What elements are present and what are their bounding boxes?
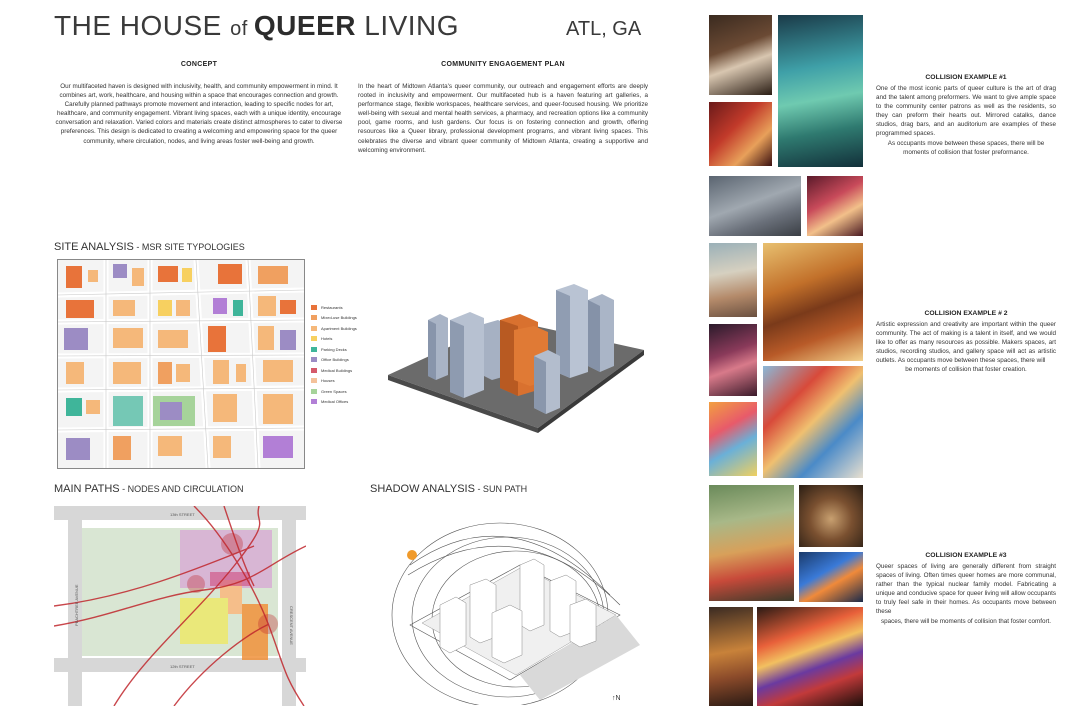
collision-2-body: Artistic expression and creativity are important within the queer community. The act of making is a talent in itself, and we would like to offer as many resources as possible. Makers spaces, art studios, recording studios, and gallery space will act as artistic outlets. As occupants move between these spaces, there will	[876, 321, 1056, 365]
main-paths-title-main: MAIN PATHS	[54, 483, 120, 495]
photo-drag-performer	[709, 15, 772, 95]
collision-3-heading: COLLISION EXAMPLE #3	[925, 552, 1007, 559]
photo-costume-performer	[709, 102, 772, 166]
title-text-queer: QUEER	[253, 10, 356, 41]
north-arrow-label: ↑N	[612, 695, 621, 702]
collision-2-heading: COLLISION EXAMPLE # 2	[924, 310, 1008, 317]
site-typology-map	[57, 259, 305, 469]
photo-stage-performer	[807, 176, 863, 236]
legend-label: Restaurants	[321, 304, 343, 310]
photo-vintage-recording	[709, 243, 757, 317]
legend-swatch	[311, 326, 317, 331]
legend-item	[311, 397, 371, 408]
north-label-text: N	[615, 695, 621, 702]
site-analysis-title-sub: - MSR SITE TYPOLOGIES	[133, 242, 245, 252]
legend-item	[311, 313, 371, 324]
photo-arched-lounge	[709, 607, 753, 706]
legend-label: Parking Decks	[321, 346, 347, 352]
photo-communal-atrium	[709, 485, 794, 601]
collision-1-heading: COLLISION EXAMPLE #1	[925, 74, 1007, 81]
legend-label: Houses	[321, 378, 335, 384]
legend-label: Medical Buildings	[321, 367, 353, 373]
photo-drag-queen-crown	[778, 15, 863, 167]
shadow-analysis-title-main: SHADOW ANALYSIS	[370, 483, 475, 495]
legend-item	[311, 334, 371, 345]
photo-pop-art-collage	[763, 366, 863, 478]
legend-swatch	[311, 389, 317, 394]
legend-label: Mixed-use Buildings	[321, 315, 357, 321]
legend-swatch	[311, 305, 317, 310]
legend-label: Apartment Buildings	[321, 325, 357, 331]
legend-swatch	[311, 347, 317, 352]
photo-dance-crowd	[709, 176, 801, 236]
engagement-heading: COMMUNITY ENGAGEMENT PLAN	[441, 61, 565, 68]
massing-model-graphic	[388, 280, 644, 440]
legend-item	[311, 386, 371, 397]
sun-path-diagram	[370, 505, 650, 705]
legend-label: Hotels	[321, 336, 333, 342]
legend-swatch	[311, 378, 317, 383]
legend-item	[311, 355, 371, 366]
title-text-living: LIVING	[355, 10, 460, 41]
shadow-analysis-title-sub: - SUN PATH	[474, 484, 528, 494]
collision-2-text	[876, 320, 1056, 375]
legend-item	[311, 376, 371, 387]
street-label-bottom: 12th STREET	[170, 664, 195, 669]
sun-path-graphic	[370, 505, 650, 705]
legend-item	[311, 365, 371, 376]
circulation-graphic	[54, 506, 306, 706]
title-text-of: of	[230, 18, 254, 40]
photo-artist-portrait	[709, 324, 757, 396]
collision-2-closing: be moments of collision that foster creation.	[905, 366, 1027, 374]
page-title	[54, 10, 459, 42]
site-massing-model	[388, 280, 644, 440]
legend-swatch	[311, 336, 317, 341]
photo-neon-bar	[757, 607, 863, 706]
concept-body: Our multifaceted haven is designed with inclusivity, health, and community empowerment in mind. It combines art, work, healthcare, and housing within a space that encourages connection and growth. Carefully planned pathways promote movement and interaction, leading to specific nodes for art, healthcare, and community engagement. Vibrant living spaces, each with a unique identity, encourage conversation and relaxation. Varied colors and materials create distinct atmospheres to cater to diverse preferences. This design is dedicated to creating a welcoming and empowering space for the queer community, where circulation, nodes, and living areas foster well-being and growth.	[55, 83, 343, 145]
legend-swatch	[311, 368, 317, 373]
legend-item	[311, 344, 371, 355]
site-analysis-title	[54, 241, 245, 253]
collision-3-text	[876, 562, 1056, 626]
location-label: ATL, GA	[566, 18, 642, 40]
site-analysis-title-main: SITE ANALYSIS	[54, 241, 134, 253]
legend-swatch	[311, 357, 317, 362]
collision-1-closing: As occupants move between these spaces, there will be moments of collision that foster preformance.	[887, 139, 1045, 156]
photo-round-table	[799, 485, 863, 547]
shadow-analysis-title	[370, 483, 527, 495]
circulation-diagram	[54, 506, 306, 706]
main-paths-title-sub: - NODES AND CIRCULATION	[119, 484, 244, 494]
street-label-right: CRESCENT AVENUE	[289, 606, 294, 645]
site-map-graphic	[58, 260, 304, 468]
collision-1-text	[876, 84, 1056, 157]
concept-heading: CONCEPT	[180, 61, 218, 68]
main-paths-title	[54, 483, 243, 495]
photo-painted-artwork	[763, 243, 863, 361]
legend-label: Office Buildings	[321, 357, 349, 363]
collision-3-closing: spaces, there will be moments of collision that foster comfort.	[880, 617, 1052, 625]
legend-label: Green Spaces	[321, 388, 347, 394]
engagement-body: In the heart of Midtown Atlanta's queer community, our outreach and engagement efforts are deeply rooted in inclusivity and empowerment. Our multifaceted hub is a haven featuring art galleries, a performance stage, flexible workspaces, healthcare services, and queer-focused housing. We prioritize well-being with sexual and mental health services, a pharmacy, and recreation options like a community pool, game rooms, and lush gardens. Our focus is on fostering connection and growth, offering resources like a Queer library, professional development programs, and vibrant living spaces. This celebrates the diverse and vibrant queer community of Midtown Atlanta, creating a supportive and welcoming environment.	[358, 83, 648, 154]
site-map-legend	[311, 302, 371, 407]
title-text-house: THE HOUSE	[54, 10, 231, 41]
collision-1-body: One of the most iconic parts of queer culture is the art of drag and the talent among preformers. We want to give ample space to the community center patrons as well as the residents, so they can preform their hearts out. Mirrored catalks, dance studios, drag bars, and an auditorium are examples of these programmed spaces.	[876, 85, 1056, 138]
street-label-left: PEACHTREE AVENUE	[74, 584, 79, 626]
legend-item	[311, 302, 371, 313]
photo-colorful-mural	[709, 402, 757, 476]
legend-item	[311, 323, 371, 334]
legend-swatch	[311, 315, 317, 320]
legend-swatch	[311, 399, 317, 404]
photo-blue-seating	[799, 552, 863, 602]
collision-3-body: Queer spaces of living are generally different from straight spaces of living. Often times queer homes are more communal, rather than the typical nuclear family model. Fabricating a unique and conducive space for queer living will allow occupants to truly feel safe in their homes. As occupants move between these	[876, 563, 1056, 616]
legend-label: Medical Offices	[321, 399, 349, 405]
street-label-top: 13th STREET	[170, 512, 195, 517]
